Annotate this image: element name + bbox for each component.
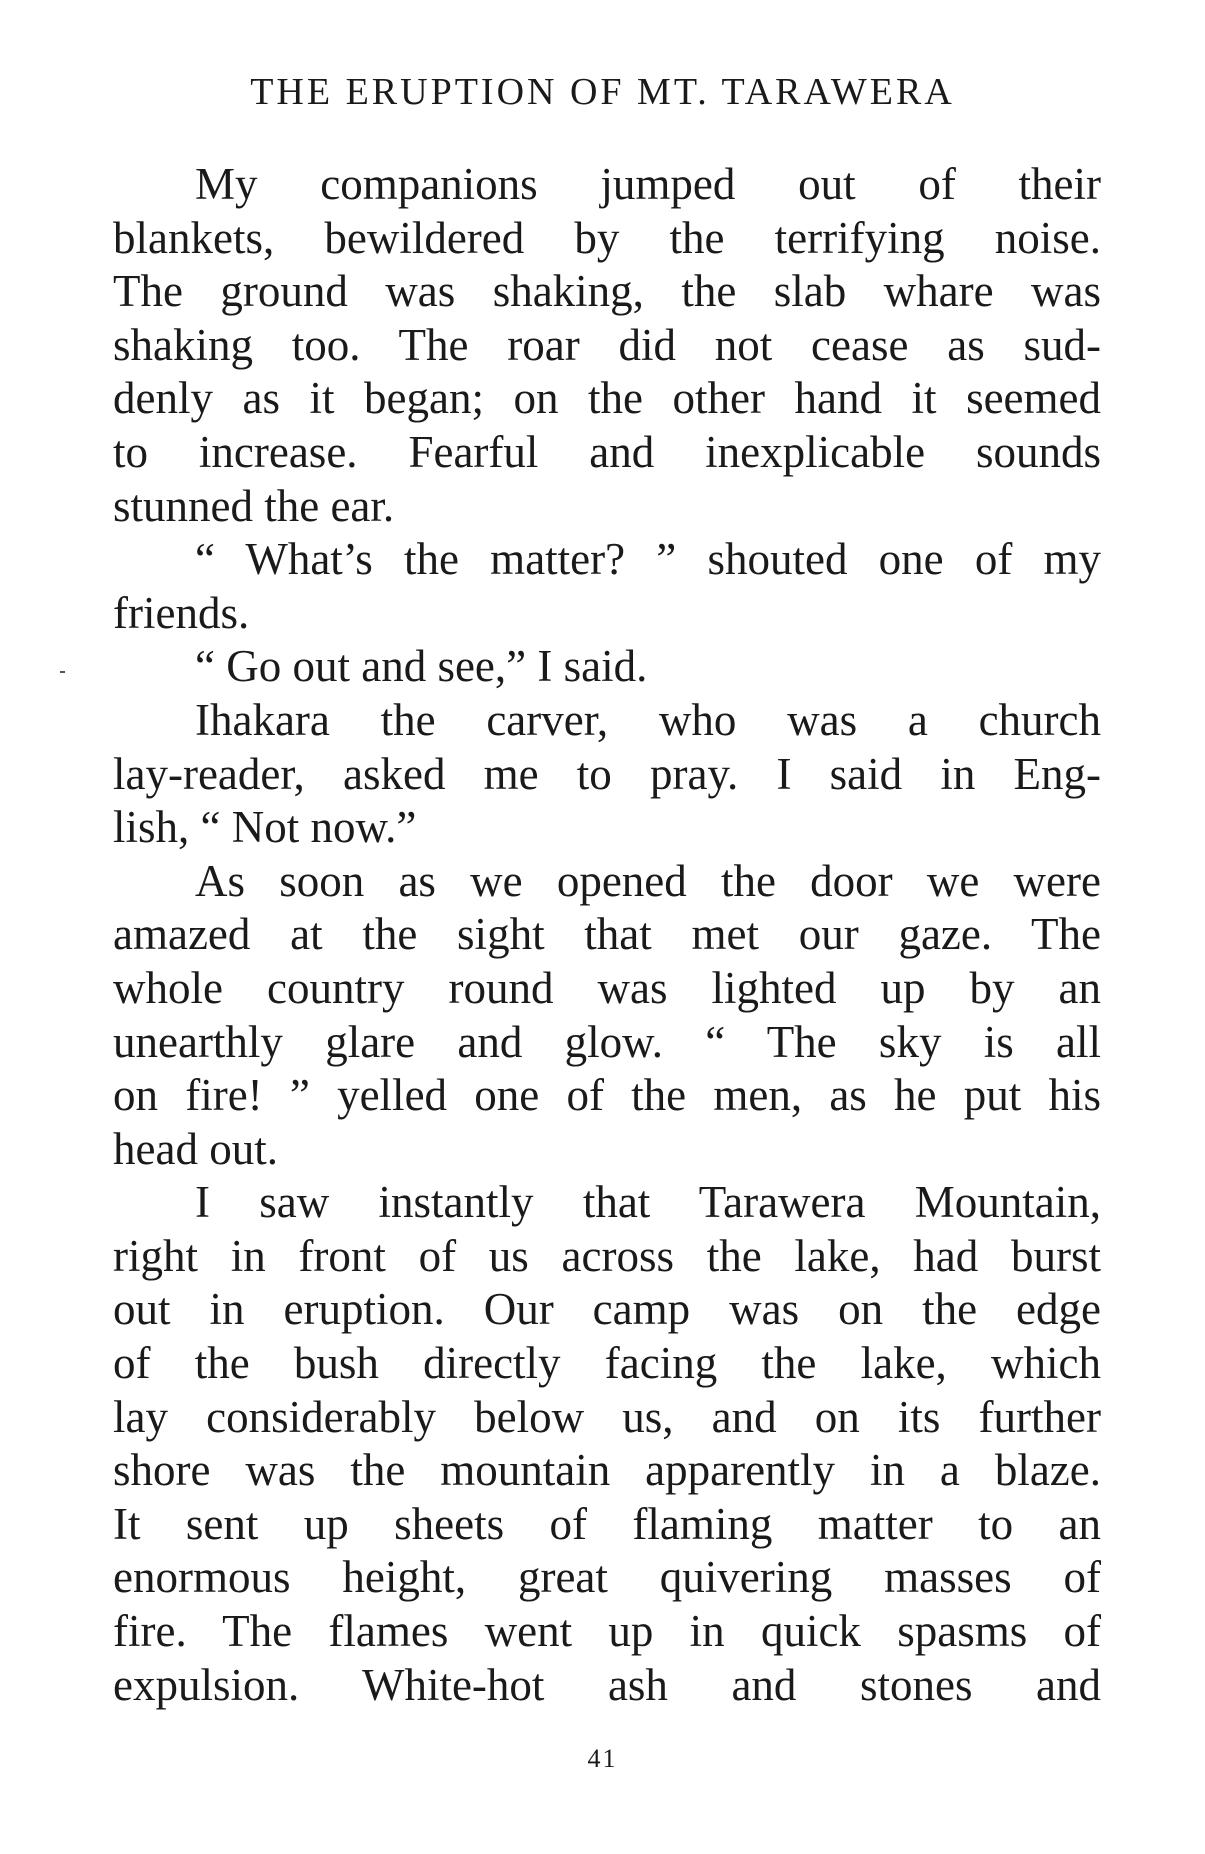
text-line: As soon as we opened the door we were bbox=[195, 855, 1101, 906]
text-line: expulsion. White-hot ash and stones and bbox=[113, 1659, 1101, 1710]
text-line: on fire! ” yelled one of the men, as he put his bbox=[113, 1070, 1101, 1121]
text-line: shaking too. The roar did not cease as sud- bbox=[113, 319, 1101, 370]
text-line: Ihakara the carver, who was a church bbox=[195, 694, 1101, 745]
text-line: lish, “ Not now.” bbox=[113, 802, 417, 853]
text-line: lay considerably below us, and on its further bbox=[113, 1391, 1101, 1442]
body-text bbox=[113, 158, 1101, 1712]
text-line: head out. bbox=[113, 1123, 278, 1174]
text-line: My companions jumped out of their bbox=[195, 159, 1101, 209]
text-line: fire. The flames went up in quick spasms of bbox=[113, 1606, 1101, 1657]
text-line: blankets, bewildered by the terrifying noise. bbox=[113, 212, 1101, 263]
text-line: unearthly glare and glow. “ The sky is all bbox=[113, 1016, 1101, 1067]
text-line: friends. bbox=[113, 587, 250, 638]
margin-mark bbox=[60, 671, 65, 673]
text-line: “ Go out and see,” I said. bbox=[195, 641, 648, 692]
text-line: of the bush directly facing the lake, which bbox=[113, 1338, 1101, 1389]
text-line: amazed at the sight that met our gaze. The bbox=[113, 909, 1101, 960]
text-line: “ What’s the matter? ” shouted one of my bbox=[195, 534, 1101, 585]
text-line: The ground was shaking, the slab whare was bbox=[113, 266, 1101, 317]
text-line: shore was the mountain apparently in a blaze. bbox=[113, 1445, 1101, 1496]
text-line: lay-reader, asked me to pray. I said in Eng- bbox=[113, 748, 1101, 799]
text-line: out in eruption. Our camp was on the edge bbox=[113, 1284, 1101, 1335]
page-number: 41 bbox=[587, 1744, 618, 1773]
text-line: enormous height, great quivering masses of bbox=[113, 1552, 1101, 1603]
text-line: It sent up sheets of flaming matter to an bbox=[113, 1498, 1101, 1549]
text-line: to increase. Fearful and inexplicable sounds bbox=[113, 426, 1101, 477]
text-line: right in front of us across the lake, had burst bbox=[113, 1230, 1101, 1281]
text-line: whole country round was lighted up by an bbox=[113, 962, 1101, 1013]
running-head: THE ERUPTION OF MT. TARAWERA bbox=[250, 71, 955, 113]
text-line: I saw instantly that Tarawera Mountain, bbox=[195, 1177, 1101, 1228]
text-line: denly as it began; on the other hand it seemed bbox=[113, 373, 1101, 424]
text-line: stunned the ear. bbox=[113, 480, 395, 531]
